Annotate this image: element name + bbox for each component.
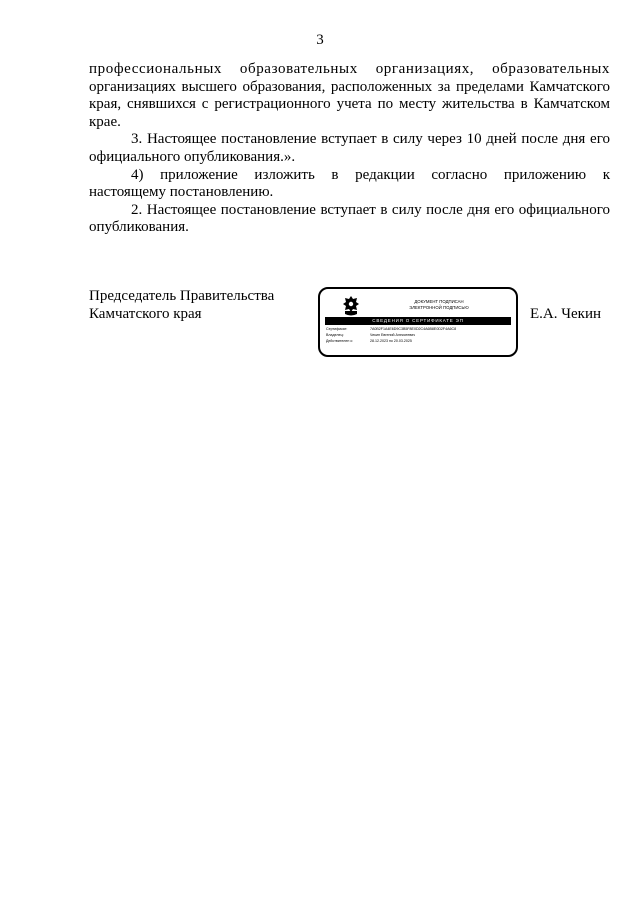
- certificate-header: СВЕДЕНИЯ О СЕРТИФИКАТЕ ЭП: [325, 317, 511, 325]
- body-text: [89, 61, 610, 237]
- owner-row: [326, 333, 415, 338]
- position-line-1: Председатель Правительства: [89, 288, 275, 304]
- owner-value: Чекин Евгений Алексеевич: [370, 333, 416, 337]
- owner-label: Владелец:: [326, 333, 344, 337]
- paragraph-3-continuation: настоящему постановлению.: [89, 184, 274, 201]
- coat-of-arms-icon: [342, 295, 360, 317]
- certificate-row: [326, 327, 456, 332]
- validity-row: [326, 339, 412, 344]
- paragraph-2: 3. Настоящее постановление вступает в силу через 10 дней после дня его официального опубликования.».: [89, 131, 610, 165]
- position-line-2: Камчатского края: [89, 305, 202, 322]
- certificate-label: Сертификат:: [326, 327, 348, 331]
- stamp-title: [364, 299, 514, 311]
- paragraph-1-continuation: организациях высшего образования, расположенных за пределами Камчатского края, снявшихся с регистрационного учета по месту жительства в Камчатском крае.: [89, 78, 610, 130]
- signer-name: Е.А. Чекин: [530, 306, 601, 322]
- signatory-position: [89, 288, 274, 323]
- certificate-value: 7A0B2F1A4E6D9C3B5F8E0D2C4A6B8E0D2F4A6C8: [370, 327, 457, 331]
- electronic-signature-stamp: [318, 287, 518, 357]
- stamp-title-line-2: ЭЛЕКТРОННОЙ ПОДПИСЬЮ: [409, 305, 469, 310]
- page-number: 3: [316, 32, 324, 48]
- stamp-title-line-1: ДОКУМЕНТ ПОДПИСАН: [414, 299, 464, 304]
- paragraph-3-first-line: 4) приложение изложить в редакции согласно приложению к: [131, 166, 610, 183]
- validity-label: Действителен с:: [326, 339, 354, 343]
- paragraph-4: 2. Настоящее постановление вступает в силу после дня его официального опубликования.: [89, 201, 610, 236]
- paragraph-1-first-line: профессиональных образовательных организациях, образовательных: [89, 61, 610, 77]
- validity-value: 28.12.2023 по 20.03.2025: [370, 339, 412, 343]
